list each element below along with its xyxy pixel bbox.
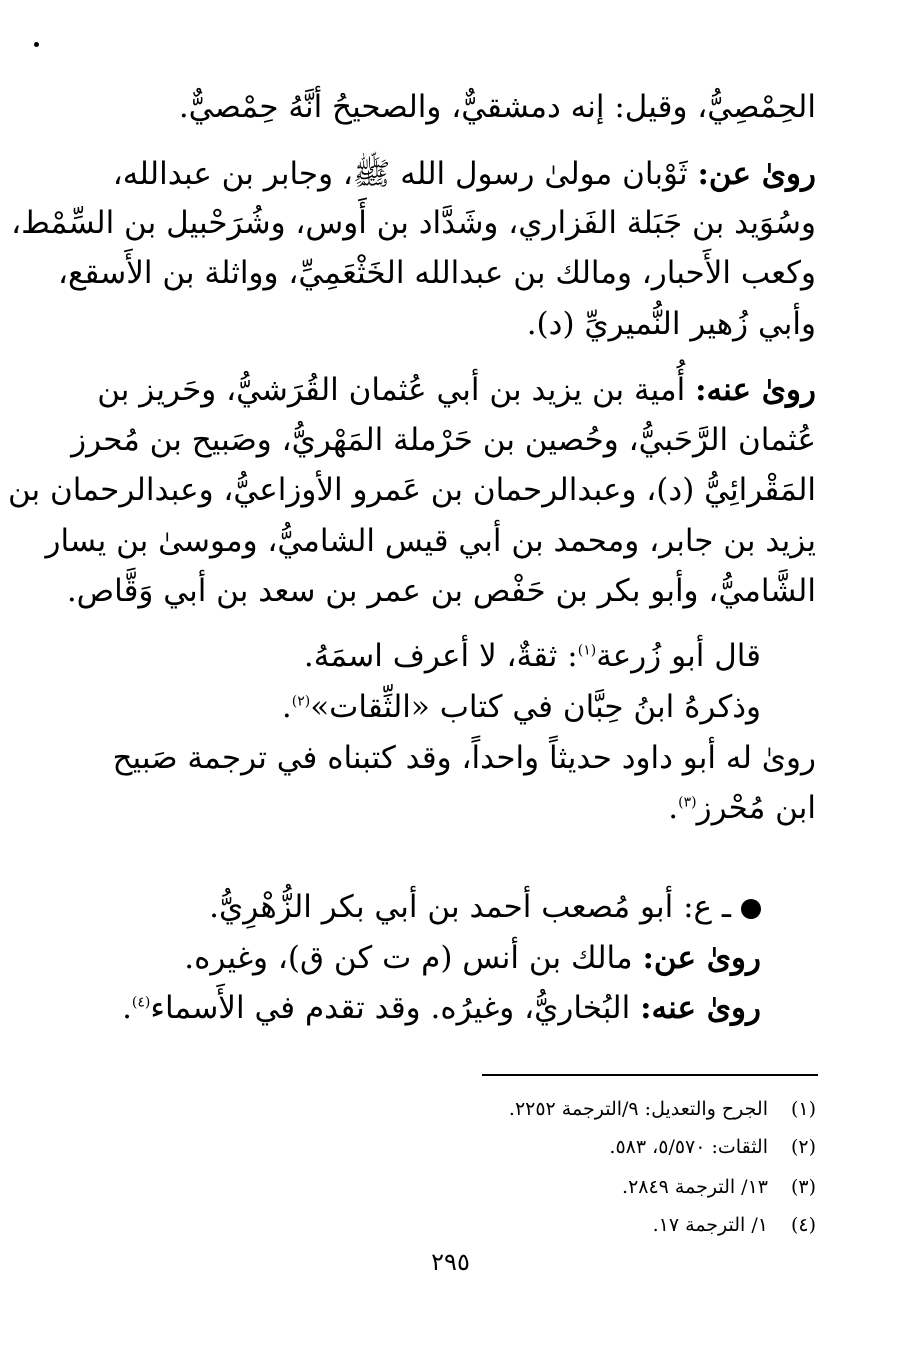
text-line-7: عُثمان الرَّحَبيُّ، وحُصين بن حَرْملة المَهْريُّ، وصَبيح بن مُحرز xyxy=(71,422,816,458)
text-line-3: وسُوَيد بن جَبَلة الفَزاري، وشَدَّاد بن أَوس، وشُرَحْبيل بن السِّمْط، xyxy=(11,205,816,241)
footnote-3: (٣)١٣/ الترجمة ٢٨٤٩. xyxy=(622,1176,816,1198)
text-line-17: روىٰ عنه: البُخاريُّ، وغيرُه. وقد تقدم في الأَسماء$^{(٤)}$. xyxy=(122,990,761,1026)
footnote-4: (٤)١/ الترجمة ١٧. xyxy=(652,1214,816,1236)
text-line-13: روىٰ له أبو داود حديثاً واحداً، وقد كتبناه في ترجمة صَبيح xyxy=(112,740,816,776)
text-line-4: وكعب الأَحبار، ومالك بن عبدالله الخَثْعَمِيِّ، وواثلة بن الأَسقع، xyxy=(58,255,816,291)
footnote-number: (٣) xyxy=(790,1176,816,1198)
text-line-6: روىٰ عنه: أُمية بن يزيد بن أبي عُثمان القُرَشيُّ، وحَريز بن xyxy=(97,372,816,408)
speck xyxy=(34,42,39,47)
footnote-number: (٤) xyxy=(790,1214,816,1236)
footnote-ref-4: (٤) xyxy=(131,994,151,1011)
text-line-10: الشَّاميُّ، وأبو بكر بن حَفْص بن عمر بن سعد بن أبي وَقَّاص. xyxy=(66,573,816,609)
text-line-15: ـ ع: أبو مُصعب أحمد بن أبي بكر الزُّهْرِيُّ. xyxy=(209,884,761,930)
footnote-number: (١) xyxy=(790,1098,816,1120)
footnote-number: (٢) xyxy=(790,1136,816,1158)
text-line-5: وأبي زُهير النُّميريِّ (د). xyxy=(526,306,816,342)
heading-rawa-anhu-2: روىٰ عنه: xyxy=(640,990,761,1026)
text-line-12: وذكرهُ ابنُ حِبَّان في كتاب «الثِّقات»$^{(٢)}$. xyxy=(281,689,761,725)
text-line-2: روىٰ عن: ثَوْبان مولىٰ رسول الله ﷺ، وجابر بن عبدالله، xyxy=(112,156,816,192)
page-number: ٢٩٥ xyxy=(431,1248,470,1276)
heading-rawa-an-2: روىٰ عن: xyxy=(642,940,761,976)
footnote-2: (٢)الثقات: ٥/٥٧٠، ٥٨٣. xyxy=(609,1136,816,1158)
text-line-8: المَقْرائِيُّ (د)، وعبدالرحمان بن عَمرو الأوزاعيُّ، وعبدالرحمان بن xyxy=(7,472,816,508)
bullet-icon xyxy=(741,899,761,919)
footnote-ref-3: (٣) xyxy=(678,794,697,811)
footnote-ref-1: (١) xyxy=(577,642,597,659)
text-line-16: روىٰ عن: مالك بن أنس (م ت كن ق)، وغيره. xyxy=(184,940,761,976)
footnote-ref-2: (٢) xyxy=(291,693,311,710)
footnote-rule xyxy=(482,1074,818,1076)
heading-rawa-an: روىٰ عن: xyxy=(697,156,816,192)
text-line-9: يزيد بن جابر، ومحمد بن أبي قيس الشاميُّ، وموسىٰ بن يسار xyxy=(45,523,816,559)
footnote-1: (١)الجرح والتعديل: ٩/الترجمة ٢٢٥٢. xyxy=(508,1098,816,1120)
text-line-14: ابن مُحْرز$^{(٣)}$. xyxy=(668,790,816,826)
text-line-11: قال أبو زُرعة$^{(١)}$: ثقةٌ، لا أعرف اسمَهُ. xyxy=(303,638,761,674)
text-line-1: الحِمْصِيُّ، وقيل: إنه دمشقيٌّ، والصحيحُ أنَّهُ حِمْصيٌّ. xyxy=(178,89,816,125)
heading-rawa-anhu: روىٰ عنه: xyxy=(695,372,816,408)
